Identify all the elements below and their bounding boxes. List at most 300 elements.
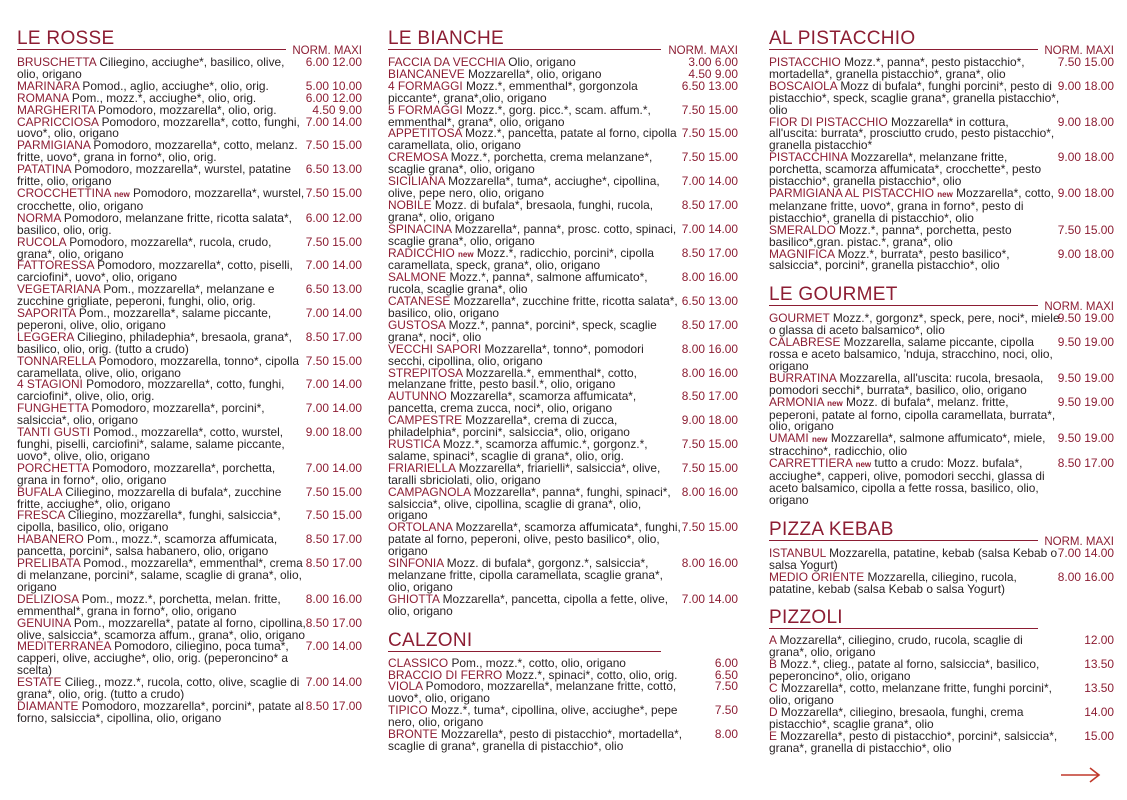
menu-item [388, 591, 738, 618]
item-price: 7.00 14.00 [305, 377, 362, 392]
item-description: Mozzarella*, pancetta, cipolla a fette, olive, olio, origano [388, 591, 668, 618]
item-price: 7.50 15.00 [681, 520, 738, 535]
menu-item [17, 353, 362, 380]
item-price: 8.00 16.00 [681, 556, 738, 571]
item-name: RUCOLA [17, 234, 66, 249]
item-name: FRESCA [17, 508, 65, 523]
menu-item [388, 102, 738, 129]
item-name: ESTATE [17, 675, 62, 690]
item-name: ARMONIA [769, 394, 824, 409]
item-price: 7.50 15.00 [305, 138, 362, 153]
item-name: 4 STAGIONI [17, 377, 83, 392]
item-description: Mozz. di bufala*, gorgonz.*, salsiccia*, melanzane fritte, cipolla caramellata, scaglie grana*, olio, origano [388, 556, 663, 594]
item-description: Mozzarella*, crema di zucca, philadelphia*, porcini*, salsiccia*, olio, origano [388, 413, 630, 440]
item-name: PRELIBATA [17, 556, 80, 571]
menu-item [17, 379, 362, 403]
item-price: 9.00 18.00 [1057, 185, 1114, 200]
menu-item [388, 197, 738, 224]
menu-item [388, 365, 738, 392]
item-name: VECCHI SAPORI [388, 341, 482, 356]
item-description: Pomod., aglio, acciughe*, olio, orig. [79, 78, 269, 93]
item-name: NOBILE [388, 197, 432, 212]
menu-item [388, 522, 738, 558]
item-name: GENUINA [17, 615, 71, 630]
new-badge: new [855, 460, 872, 470]
item-description: tutto a crudo: Mozz. bufala*, acciughe*, capperi, olive, pomodori secchi, glassa di aceto balsamico, cipolla a fette rossa, basilico, olio, origano [769, 456, 1045, 507]
menu-item [769, 114, 1114, 153]
item-price: 8.50 17.00 [681, 197, 738, 212]
item-price: 6.50 13.00 [305, 282, 362, 297]
item-description: Mozz.*, emmenthal*, gorgonzola piccante*, grana*,olio, origano [388, 78, 638, 105]
menu-item [769, 728, 1114, 755]
item-name: CLASSICO [388, 655, 449, 670]
item-name: RUSTICA [388, 437, 440, 451]
item-price: 7.00 14.00 [681, 221, 738, 236]
section-title: LE ROSSE [17, 28, 286, 50]
item-description: Mozz.*, tuma*, cipollina, olive, acciughe*, pepe nero, olio, origano [388, 703, 678, 730]
item-price: 7.00 14.00 [681, 591, 738, 606]
menu-item [769, 185, 1114, 225]
item-name: CATANESE [388, 294, 451, 309]
section-title: PIZZA KEBAB [769, 519, 1038, 541]
item-price: 8.50 17.00 [305, 556, 362, 571]
item-description: Mozzarella*, scamorza affumicata*, pancetta, crema zucca, noci*, olio, origano [388, 389, 637, 416]
item-description: Pomodoro, mozzarella*, porchetta, grana in forno*, olio, origano [17, 460, 276, 487]
item-name: ISTANBUL [769, 545, 826, 560]
item-description: Mozzarella*, melanzane fritte, porchetta, scamorza affumicata*, crocchette*, pesto pistacchio*, granella pistacchio*, olio [769, 150, 1042, 189]
item-price: 9.00 18.00 [305, 425, 362, 440]
menu-item [388, 221, 738, 248]
menu-item [388, 681, 738, 705]
item-price: 7.00 14.00 [305, 306, 362, 321]
item-description: Mozzarella.*, emmenthal*, cotto, melanzane fritte, pesto basil.*, olio, origano [388, 365, 637, 392]
item-description: Mozzarella*, zucchine fritte, ricotta salata*, basilico, olio, origano [388, 294, 678, 321]
item-description: Mozzarella*, cotto, melanzane fritte, uovo*, grana in forno*, pesto di pistacchio*, granella di pistacchio*, olio [769, 185, 1054, 225]
item-name: SINFONIA [388, 556, 444, 571]
item-price: 8.00 16.00 [681, 341, 738, 356]
item-description: Ciliegino, philadephia*, bresaola, grana*, basilico, olio, orig. (tutto a crudo) [17, 329, 292, 356]
menu-item [17, 591, 362, 618]
item-price: 13.50 [1084, 681, 1114, 696]
item-description: Cilieg., mozz.*, rucola, cotto, olive, scaglie di grana*, olio, orig. (tutto a crudo) [17, 675, 300, 702]
section-title: LE GOURMET [769, 284, 1038, 306]
item-price: 7.50 15.00 [681, 460, 738, 475]
item-description: Ciliegino, acciughe*, basilico, olive, olio, origano [17, 55, 285, 81]
item-price: 7.50 15.00 [1057, 55, 1114, 69]
menu-item [17, 114, 362, 141]
item-name: PARMIGIANA [17, 138, 91, 153]
menu-item [17, 260, 362, 284]
menu-item [769, 659, 1114, 683]
item-name: UMAMI [769, 431, 809, 446]
item-description: Pomodoro, mozzarella*, cotto, funghi, uovo*, olio, origano [17, 114, 300, 141]
item-name: NORMA [17, 210, 61, 225]
item-price: 7.00 14.00 [305, 258, 362, 273]
item-price: 7.50 15.00 [1057, 222, 1114, 237]
item-name: ROMANA [17, 90, 69, 105]
menu-item [769, 57, 1114, 81]
item-description: Pomodoro, mozzarella*, wurstel, crocchette, olio, origano [17, 185, 305, 213]
item-description: Mozzarella*, cotto, melanzane fritte, funghi porcini*, olio, origano [769, 681, 1052, 707]
item-price: 7.00 14.00 [305, 460, 362, 475]
item-name: HABANERO [17, 532, 84, 547]
item-name: GHIOTTA [388, 591, 440, 606]
item-price: 6.00 12.00 [305, 55, 362, 69]
item-price: 6.00 [714, 655, 738, 670]
menu-item [388, 439, 738, 463]
new-badge: new [114, 189, 130, 199]
menu-item [769, 78, 1114, 117]
item-price: 9.00 18.00 [1057, 114, 1114, 129]
item-name: DELIZIOSA [17, 591, 79, 606]
item-name: PISTACCHIO [769, 55, 841, 69]
menu-item [769, 152, 1114, 188]
section-al-pistacchio [769, 28, 1114, 272]
menu-item [17, 641, 362, 677]
item-description: Ciliegino, mozzarella*, funghi, salsiccia*, cipolla, basilico, olio, origano [17, 508, 281, 535]
menu-item [388, 391, 738, 415]
item-name: RADICCHIO [388, 245, 455, 260]
item-description: Mozzarella, patatine, kebab (salsa Kebab o salsa Yogurt) [769, 545, 1058, 572]
price-header: NORM. MAXI [1044, 45, 1114, 57]
item-description: Mozzarella*, pesto di pistacchio*, porcini*, salsiccia*, grana*, granella di pistacchio*, olio [769, 728, 1058, 755]
item-description: Olio, origano [504, 55, 576, 69]
item-name: SMERALDO [769, 222, 836, 237]
column-right [769, 28, 1114, 755]
menu-item [17, 510, 362, 534]
item-description: Pomodoro, mozzarella*, wurstel, patatine fritte, olio, origano [17, 162, 292, 189]
menu-item [388, 460, 738, 487]
item-price: 6.00 12.00 [305, 210, 362, 225]
menu-item [17, 185, 362, 213]
item-description: Pomodoro, mozzarella*, cotto, piselli, carciofini*, uovo*, olio, origano [17, 258, 293, 285]
item-name: BIANCANEVE [388, 66, 465, 81]
item-name: 5 FORMAGGI [388, 102, 463, 117]
item-description: Mozz.*, panna*, porchetta, pesto basilico*,gran. pistac.*, grana*, olio [769, 222, 1012, 249]
item-name: GOURMET [769, 311, 830, 326]
section-le-bianche [388, 28, 738, 618]
item-name: PARMIGIANA AL PISTACCHIO [769, 185, 934, 200]
item-price: 7.00 14.00 [305, 401, 362, 416]
item-name: MARGHERITA [17, 102, 95, 117]
section-pizzoli [769, 607, 1114, 754]
menu-item [769, 635, 1114, 659]
item-price: 7.00 14.00 [305, 675, 362, 690]
item-price: 7.50 15.00 [681, 150, 738, 165]
item-name: 4 FORMAGGI [388, 78, 463, 93]
item-name: BRUSCHETTA [17, 55, 97, 69]
item-name: CREMOSA [388, 150, 448, 165]
item-description: Pomodoro, mozzarella*, porcini*, salsiccia*, olio, origano [17, 401, 265, 428]
item-name: SPINACINA [388, 221, 452, 236]
menu-item [388, 245, 738, 273]
item-price: 8.00 16.00 [681, 270, 738, 285]
menu-item [17, 460, 362, 487]
item-name: BUFALA [17, 484, 62, 499]
item-description: Mozzarella*, ciliegino, crudo, rucola, scaglie di grana*, olio, origano [769, 633, 1023, 660]
item-name: DIAMANTE [17, 698, 79, 713]
item-price: 9.50 19.00 [1057, 335, 1114, 350]
section-title: AL PISTACCHIO [769, 28, 1038, 50]
menu-item [17, 558, 362, 594]
item-description: Mozzarella*, scamorza affumicata*, funghi, patate al forno, peperoni, olive, pesto basilico*, olio, origano [388, 520, 681, 559]
item-price: 7.50 15.00 [305, 353, 362, 368]
section-le-gourmet [769, 284, 1114, 507]
new-badge: new [458, 249, 474, 259]
item-price: 7.50 15.00 [681, 126, 738, 141]
menu-item [388, 729, 738, 753]
menu-item [769, 569, 1114, 596]
item-price: 8.50 17.00 [1057, 456, 1114, 471]
item-price: 5.00 10.00 [305, 78, 362, 93]
section-calzoni [388, 630, 738, 753]
item-price: 9.00 18.00 [681, 413, 738, 428]
menu-item [769, 458, 1114, 507]
item-name: VIOLA [388, 679, 423, 694]
menu-item [769, 394, 1114, 434]
item-description: Mozzarella, salame piccante, cipolla rossa e aceto balsamico, 'nduja, stracchino, noci, olio, origano [769, 335, 1053, 373]
menu-item [769, 704, 1114, 731]
item-description: Mozz.*, gorgonz*, speck, pere, noci*, miele o glassa di aceto balsamico*, olio [769, 311, 1060, 338]
item-description: Pom., mozz.*, cotto, olio, origano [448, 655, 626, 670]
item-description: Pomodoro, mozzarella*, cotto, funghi, carciofini*, olive, olio, orig. [17, 377, 285, 404]
item-price: 9.50 19.00 [1057, 370, 1114, 385]
item-price: 6.50 [714, 667, 738, 682]
item-name: MEDIO ORIENTE [769, 569, 865, 584]
item-description: Mozz.*, pancetta, patate al forno, cipolla caramellata, olio, origano [388, 126, 677, 153]
item-price: 7.00 14.00 [305, 114, 362, 129]
item-price: 8.50 17.00 [681, 317, 738, 332]
item-name: A [769, 633, 777, 648]
item-price: 4.50 9.00 [312, 102, 362, 117]
item-price: 6.00 12.00 [305, 90, 362, 105]
item-description: Mozzarella*, tonno*, pomodori secchi, cipollina, olio, origano [388, 341, 644, 368]
item-description: Pomodoro, mozzarella*, rucola, crudo, grana*, olio, origano [17, 234, 272, 261]
arrow-right-icon[interactable] [1060, 766, 1102, 784]
item-name: SICILIANA [388, 174, 445, 189]
item-price: 4.50 9.00 [688, 66, 738, 81]
column-left [17, 28, 362, 725]
item-name: AUTUNNO [388, 389, 447, 404]
section-title: LE BIANCHE [388, 28, 661, 50]
item-price: 9.50 19.00 [1057, 311, 1114, 326]
item-name: CROCCHETTINA [17, 185, 111, 200]
item-price: 6.50 13.00 [305, 162, 362, 177]
item-description: Pom., mozzarella*, melanzane e zucchine grigliate, peperoni, funghi, olio, orig. [17, 282, 275, 309]
new-badge: new [937, 189, 953, 199]
item-description: Pom., mozz.*, acciughe*, olio, orig. [68, 90, 257, 105]
item-description: Mozz.*, panna*, pesto pistacchio*, mortadella*, granella pistacchio*, grana*, olio [769, 55, 1025, 81]
menu-item [388, 341, 738, 368]
section-pizza-kebab [769, 519, 1114, 596]
item-price: 6.50 13.00 [681, 294, 738, 309]
item-description: Mozzarella*, friarielli*, salsiccia*, olive, taralli sbriciolati, olio, origano [388, 460, 661, 487]
menu-item [769, 370, 1114, 397]
menu-item [388, 296, 738, 320]
menu-item [17, 140, 362, 164]
item-description: Mozz.*, gorg. picc.*, scam. affum.*, emmenthal*, grana*, olio, origano [388, 102, 651, 129]
item-price: 7.50 [714, 679, 738, 694]
item-name: CARRETTIERA [769, 456, 853, 471]
menu-item [17, 57, 362, 81]
item-name: VEGETARIANA [17, 282, 101, 297]
item-price: 9.50 19.00 [1057, 431, 1114, 446]
item-price: 8.50 17.00 [681, 245, 738, 260]
menu-item [388, 558, 738, 594]
item-description: Mozzarella*, ciliegino, bresaola, funghi, crema pistacchio*, scaglie grana*, olio [769, 704, 1024, 731]
item-description: Pom., mozz.*, scamorza affumicata, pancetta, porcini*, salsa habanero, olio, origano [17, 532, 278, 559]
item-name: FATTORESSA [17, 258, 94, 273]
item-description: Pomod., mozzarella*, emmenthal*, crema di melanzane, porcini*, salame, scaglie di grana*, olio, origano [17, 556, 303, 594]
item-price: 9.00 18.00 [1057, 78, 1114, 93]
item-name: E [769, 728, 777, 743]
item-price: 8.50 17.00 [305, 329, 362, 344]
item-description: Mozz.*, scamorza affumic.*, gorgonz.*, salame, spinaci*, scaglie di grana*, olio, orig. [388, 437, 648, 463]
item-price: 8.50 17.00 [305, 698, 362, 713]
item-name: FRIARIELLA [388, 460, 456, 475]
item-name: MAGNIFICA [769, 246, 835, 261]
section-le-rosse [17, 28, 362, 725]
item-name: CAMPAGNOLA [388, 484, 471, 499]
item-description: Mozzarella*, panna*, funghi, spinaci*, salsiccia*, olive, cipollina, scaglie di grana*, olio, origano [388, 484, 671, 523]
item-price: 12.00 [1084, 633, 1114, 648]
item-name: FIOR DI PISTACCHIO [769, 114, 888, 129]
item-description: Pomodoro, mozzarella*, olio, orig. [94, 102, 277, 117]
item-description: Pom., mozzarella*, patate al forno, cipollina, olive, salsiccia*, scamorza affum., grana*, olio, origano [17, 615, 306, 642]
item-name: GUSTOSA [388, 317, 446, 332]
item-description: Mozzarella*, panna*, prosc. cotto, spinaci, scaglie grana*, olio, origano [388, 221, 677, 248]
menu-item [388, 705, 738, 729]
item-price: 7.50 15.00 [681, 437, 738, 451]
item-name: TONNARELLA [17, 353, 96, 368]
item-name: CAPRICCIOSA [17, 114, 99, 129]
menu-item [17, 234, 362, 261]
menu-item [388, 317, 738, 344]
item-name: PISTACCHINA [769, 150, 848, 165]
item-price: 7.00 14.00 [1057, 545, 1114, 560]
menu-item [769, 313, 1114, 337]
menu-item [388, 176, 738, 200]
menu-item [769, 246, 1114, 273]
item-price: 8.00 16.00 [681, 365, 738, 380]
menu-item [17, 403, 362, 427]
item-name: APPETITOSA [388, 126, 462, 141]
column-middle [388, 28, 738, 753]
item-price: 9.00 18.00 [1057, 246, 1114, 261]
menu-item [388, 415, 738, 439]
item-description: Mozz.*, spinaci*, cotto, olio, orig. [502, 667, 678, 682]
item-description: Mozz.*, porchetta, crema melanzane*, scaglie grana*, olio, origano [388, 150, 653, 177]
menu-item [17, 698, 362, 725]
item-name: LEGGERA [17, 329, 74, 344]
item-description: Pomodoro, mozzarella, tonno*, cipolla caramellata, olive, olio, origano [17, 353, 299, 380]
item-name: PORCHETTA [17, 460, 89, 475]
item-description: Mozzarella*, salmone affumicato*, miele, stracchino*, radicchio, olio [769, 431, 1046, 459]
item-name: MEDITERRANEA [17, 639, 111, 654]
item-description: Mozz. di bufala*, bresaola, funghi, rucola, grana*, olio, origano [388, 197, 654, 224]
item-name: CALABRESE [769, 335, 841, 350]
item-price: 7.50 15.00 [305, 484, 362, 499]
item-price: 8.00 16.00 [681, 484, 738, 499]
item-price: 3.00 6.00 [688, 55, 738, 69]
new-badge: new [811, 435, 828, 445]
menu-item [769, 683, 1114, 707]
item-price: 7.50 15.00 [305, 508, 362, 523]
item-price: 14.00 [1084, 704, 1114, 719]
item-description: Pomodoro, ciliegino, poca tuma*, capperi, olive, acciughe*, olio, orig. (peperoncino* a scelta) [17, 639, 289, 678]
item-name: SAPORITA [17, 306, 76, 321]
item-price: 8.00 [714, 727, 738, 742]
item-description: Mozz.*, burrata*, pesto basilico*, salsiccia*, porcini*, granella pistacchio*, olio [769, 246, 1010, 273]
new-badge: new [827, 398, 843, 408]
item-description: Mozz di bufala*, funghi porcini*, pesto di pistacchio*, speck, scaglie grana*, granella pistacchio*, olio [769, 78, 1060, 117]
item-name: STREPITOSA [388, 365, 463, 380]
menu-item [388, 128, 738, 152]
menu-item [17, 615, 362, 642]
item-description: Pom., mozzarella*, salame piccante, peperoni, olive, olio, origano [17, 306, 272, 332]
price-header: NORM. MAXI [1044, 535, 1114, 548]
item-description: Pomodoro, mozzarella*, melanzane fritte, cotto, uovo*, olio, origano [388, 679, 677, 706]
menu-item [17, 164, 362, 188]
item-price: 9.00 18.00 [1057, 150, 1114, 165]
menu-item [17, 484, 362, 511]
item-description: Mozz.*, clieg., patate al forno, salsiccia*, basilico, peperoncino*, olio, origano [769, 657, 1040, 684]
item-description: Mozz. di bufala*, melanz. fritte, peperoni, patate al forno, cipolla caramellata, burrata*, olio, origano [769, 394, 1056, 434]
item-name: D [769, 704, 778, 719]
section-title: CALZONI [388, 630, 661, 652]
item-description: Mozzarella*, olio, origano [464, 66, 602, 81]
item-name: BURRATINA [769, 370, 837, 385]
item-price: 7.50 [714, 703, 738, 718]
item-name: TANTI GUSTI [17, 425, 91, 440]
menu-item [17, 284, 362, 308]
menu-item [769, 433, 1114, 458]
menu-item [769, 222, 1114, 249]
item-price: 7.50 15.00 [305, 185, 362, 200]
menu-item [769, 545, 1114, 572]
item-name: FUNGHETTA [17, 401, 89, 416]
item-price: 15.00 [1084, 728, 1114, 743]
menu-item [17, 329, 362, 356]
item-description: Pomodoro, mozzarella*, cotto, melanz. fritte, uovo*, grana in forno*, olio, orig. [17, 138, 298, 165]
price-header: NORM. MAXI [1044, 301, 1114, 314]
item-description: Mozzarella*, tuma*, acciughe*, cipollina, olive, pepe nero, olio, origano [388, 174, 660, 200]
menu-item [17, 427, 362, 463]
item-description: Mozz.*, radicchio, porcini*, cipolla caramellata, speck, grana*, olio, origano [388, 245, 655, 273]
price-header: NORM. MAXI [668, 45, 738, 57]
menu-item [388, 78, 738, 105]
menu-item [388, 152, 738, 176]
item-price: 7.00 14.00 [681, 174, 738, 189]
item-description: Mozzarella* in cottura, all'uscita: burrata*, prosciutto crudo, pesto pistacchio*, granella pistacchio* [769, 114, 1055, 153]
item-name: BRONTE [388, 727, 438, 742]
item-description: Mozz.*, panna*, porcini*, speck, scaglie grana*, noci*, olio [388, 317, 657, 344]
item-price: 8.00 16.00 [1057, 569, 1114, 584]
item-name: BOSCAIOLA [769, 78, 838, 93]
menu-item [769, 337, 1114, 373]
menu-item [17, 677, 362, 701]
menu-item [388, 272, 738, 296]
item-price: 7.50 15.00 [305, 234, 362, 249]
item-name: FACCIA DA VECCHIA [388, 55, 505, 69]
item-description: Ciliegino, mozzarella di bufala*, zucchine fritte, acciughe*, olio, origano [17, 484, 282, 511]
menu-item [17, 308, 362, 332]
item-description: Pomodoro, mozzarella*, porcini*, patate al forno, salsiccia*, cipollina, olio, origano [17, 698, 304, 725]
item-name: PATATINA [17, 162, 71, 177]
item-name: BRACCIO DI FERRO [388, 667, 503, 682]
item-name: MARINARA [17, 78, 80, 93]
price-header: NORM. MAXI [292, 45, 362, 57]
